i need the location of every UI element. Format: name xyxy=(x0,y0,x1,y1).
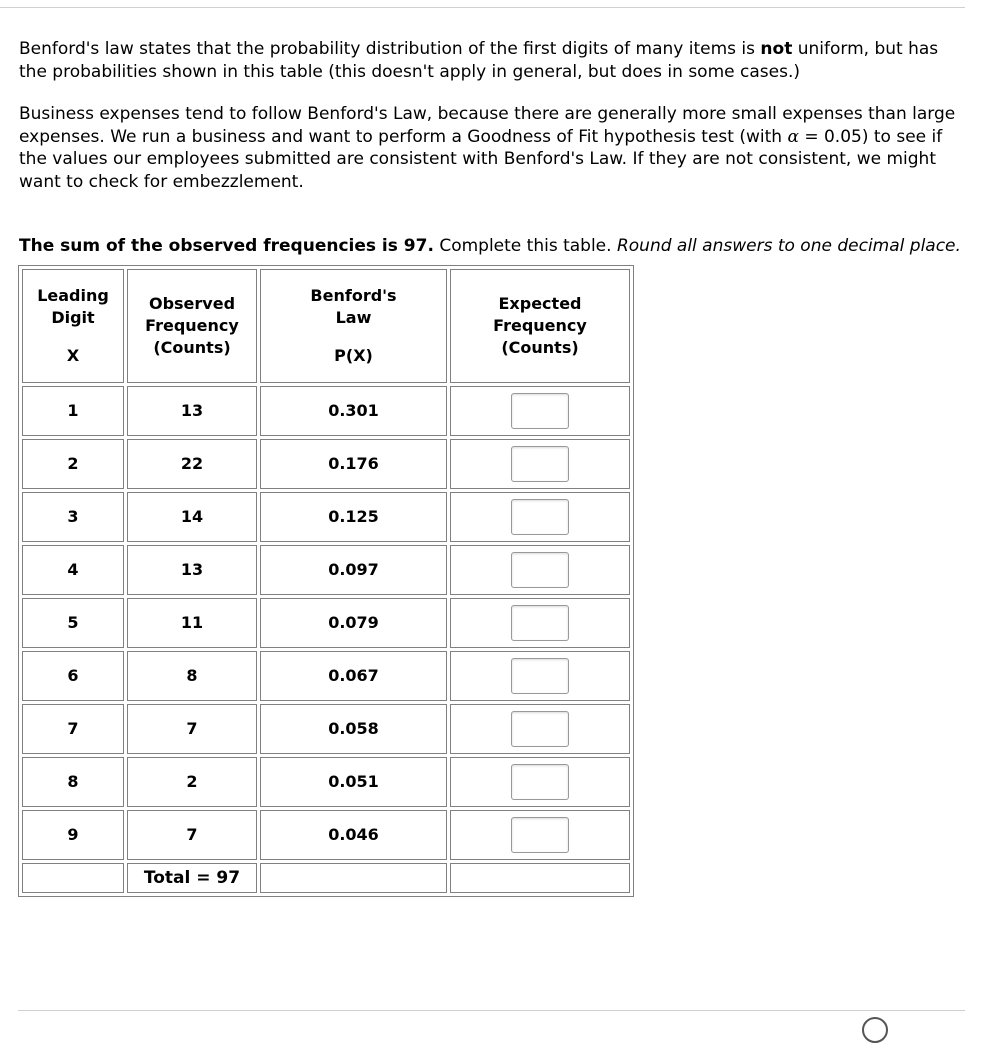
observed-cell: 7 xyxy=(127,810,257,860)
instructions: The sum of the observed frequencies is 97. Complete this table. Round all answers to one decimal place. xyxy=(19,236,961,256)
digit-cell: 1 xyxy=(22,386,124,436)
expected-frequency-input[interactable] xyxy=(511,552,569,588)
header-expected-frequency: Expected Frequency (Counts) xyxy=(450,269,630,383)
expected-cell xyxy=(450,439,630,489)
probability-cell: 0.301 xyxy=(260,386,447,436)
observed-cell: 13 xyxy=(127,545,257,595)
digit-cell: 4 xyxy=(22,545,124,595)
intro-paragraph-1: Benford's law states that the probability distribution of the first digits of many items is not uniform, but has the probabilities shown in this table (this doesn't apply in general, but does in some cases.) xyxy=(19,39,939,82)
probability-cell: 0.079 xyxy=(260,598,447,648)
observed-cell: 22 xyxy=(127,439,257,489)
table-row xyxy=(22,492,630,542)
probability-cell: 0.097 xyxy=(260,545,447,595)
digit-cell: 3 xyxy=(22,492,124,542)
intro-paragraph-2: Business expenses tend to follow Benford's Law, because there are generally more small expenses than large expenses. We run a business and want to perform a Goodness of Fit hypothesis test (with α = 0.05) to see if the values our employees submitted are consistent with Benford's Law. If they are not consistent, we might want to check for embezzlement. xyxy=(19,104,956,192)
table-header-row xyxy=(22,269,630,383)
digit-cell: 6 xyxy=(22,651,124,701)
table-row xyxy=(22,386,630,436)
table-row xyxy=(22,651,630,701)
total-row xyxy=(22,863,630,893)
top-divider xyxy=(0,7,965,8)
expected-frequency-input[interactable] xyxy=(511,446,569,482)
probability-cell: 0.046 xyxy=(260,810,447,860)
digit-cell: 8 xyxy=(22,757,124,807)
observed-cell: 11 xyxy=(127,598,257,648)
observed-cell: 7 xyxy=(127,704,257,754)
expected-frequency-input[interactable] xyxy=(511,711,569,747)
total-cell: Total = 97 xyxy=(127,863,257,893)
probability-cell: 0.058 xyxy=(260,704,447,754)
expected-cell xyxy=(450,386,630,436)
bottom-divider xyxy=(18,1010,965,1011)
observed-cell: 2 xyxy=(127,757,257,807)
digit-cell: 9 xyxy=(22,810,124,860)
benford-table xyxy=(18,265,634,897)
expected-frequency-input[interactable] xyxy=(511,605,569,641)
header-leading-digit: Leading Digit X xyxy=(22,269,124,383)
probability-cell: 0.176 xyxy=(260,439,447,489)
expected-frequency-input[interactable] xyxy=(511,393,569,429)
expected-cell xyxy=(450,545,630,595)
probability-cell: 0.125 xyxy=(260,492,447,542)
table-row xyxy=(22,810,630,860)
header-benfords-law: Benford's Law P(X) xyxy=(260,269,447,383)
expected-cell xyxy=(450,492,630,542)
expected-cell xyxy=(450,598,630,648)
probability-cell: 0.067 xyxy=(260,651,447,701)
expected-cell xyxy=(450,810,630,860)
partial-circle-icon xyxy=(862,1017,888,1043)
header-observed-frequency: Observed Frequency (Counts) xyxy=(127,269,257,383)
table-row xyxy=(22,545,630,595)
table-row xyxy=(22,757,630,807)
sum-statement: The sum of the observed frequencies is 97. xyxy=(19,236,434,256)
rounding-note: Round all answers to one decimal place. xyxy=(616,236,961,256)
expected-cell xyxy=(450,651,630,701)
probability-cell: 0.051 xyxy=(260,757,447,807)
total-empty-cell xyxy=(450,863,630,893)
expected-frequency-input[interactable] xyxy=(511,658,569,694)
observed-cell: 14 xyxy=(127,492,257,542)
total-empty-cell xyxy=(260,863,447,893)
table-row xyxy=(22,704,630,754)
total-empty-cell xyxy=(22,863,124,893)
expected-cell xyxy=(450,704,630,754)
expected-cell xyxy=(450,757,630,807)
digit-cell: 5 xyxy=(22,598,124,648)
observed-cell: 13 xyxy=(127,386,257,436)
digit-cell: 2 xyxy=(22,439,124,489)
observed-cell: 8 xyxy=(127,651,257,701)
expected-frequency-input[interactable] xyxy=(511,764,569,800)
expected-frequency-input[interactable] xyxy=(511,817,569,853)
table-row xyxy=(22,598,630,648)
emphasis-not: not xyxy=(760,39,793,59)
alpha-symbol: α xyxy=(787,126,799,147)
table-row xyxy=(22,439,630,489)
digit-cell: 7 xyxy=(22,704,124,754)
expected-frequency-input[interactable] xyxy=(511,499,569,535)
